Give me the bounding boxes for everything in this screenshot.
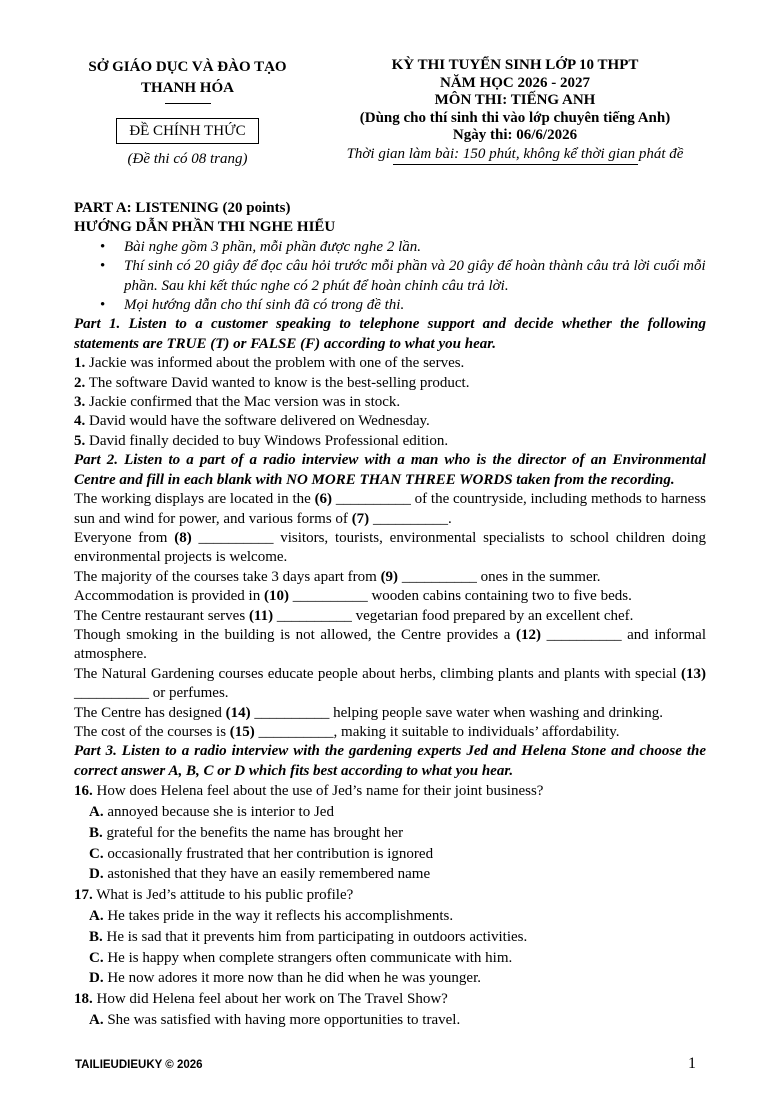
exam-title: KỲ THI TUYỂN SINH LỚP 10 THPT [391, 57, 639, 73]
answer-option: D. He now adores it more now than he did when he was younger. [89, 970, 482, 987]
answer-option: B. grateful for the benefits the name has brought her [89, 824, 404, 841]
answer-option: A. annoyed because she is interior to Jed [89, 803, 334, 820]
question: 16. How does Helena feel about the use of Jed’s name for their joint business? [74, 783, 544, 800]
school-year: NĂM HỌC 2026 - 2027 [440, 74, 590, 91]
answer-option: D. astonished that they have an easily remembered name [89, 866, 431, 883]
guide-item: • Thí sinh có 20 giây để đọc câu hỏi trước mỗi phần và 20 giây để hoàn thành câu trả lời cuối mỗi phần. Sau khi kết thúc nghe có 2 phút để hoàn chỉnh câu trả lời. [124, 257, 706, 296]
answer-option: A. She was satisfied with having more opportunities to travel. [89, 1011, 461, 1028]
page-count-note: (Đề thi có 08 trang) [127, 151, 248, 167]
answer-option: C. occasionally frustrated that her contribution is ignored [89, 845, 434, 862]
official-label: ĐỀ CHÍNH THỨC [116, 118, 258, 144]
list-item: 5. David finally decided to buy Windows Professional edition. [74, 432, 449, 449]
gap-fill-item: The Centre restaurant serves (11) __________ vegetarian food prepared by an excellent chef. [74, 607, 634, 624]
org-name-line2: THANH HÓA [141, 80, 234, 96]
duration-note: Thời gian làm bài: 150 phút, không kể thời gian phát đề [346, 145, 684, 162]
guide-item: • Bài nghe gồm 3 phần, mỗi phần được nghe 2 lần. [124, 238, 706, 257]
gap-fill-item: The majority of the courses take 3 days apart from (9) __________ ones in the summer. [74, 568, 601, 585]
audience-note: (Dùng cho thí sinh thi vào lớp chuyên tiếng Anh) [359, 109, 671, 126]
guide-item: • Mọi hướng dẫn cho thí sinh đã có trong đề thi. [124, 296, 706, 315]
list-item: 4. David would have the software delivered on Wednesday. [74, 413, 430, 430]
gap-fill-item: Everyone from (8) __________ visitors, tourists, environmental specialists to school children doing environmental projects is welcome. [74, 529, 707, 566]
header-right-rule [393, 164, 638, 165]
list-item: 3. Jackie confirmed that the Mac version was in stock. [74, 394, 401, 411]
part1-list [74, 354, 706, 451]
header-left [70, 57, 305, 168]
list-item: 2. The software David wanted to know is the best-selling product. [74, 374, 470, 391]
part3-instruction: Part 3. Listen to a radio interview with the gardening experts Jed and Helena Stone and choose the correct answer A, B, C or D which fits best according to what you hear. [74, 743, 706, 779]
answer-option: C. He is happy when complete strangers often communicate with him. [89, 949, 513, 966]
gap-fill-item: Accommodation is provided in (10) __________ wooden cabins containing two to five beds. [74, 588, 632, 605]
part3-questions [74, 781, 706, 1031]
header-right [315, 57, 715, 165]
question: 18. How did Helena feel about her work on The Travel Show? [74, 991, 448, 1008]
footer-brand: TAILIEUDIEUKY © 2026 [75, 1059, 203, 1071]
part-a-title: PART A: LISTENING (20 points) [74, 200, 291, 216]
header-left-rule [165, 103, 211, 104]
part2-list [74, 490, 706, 742]
gap-fill-item: The working displays are located in the (6) __________ of the countryside, including methods to harness sun and wind for power, and various forms of (7) __________. [74, 491, 706, 527]
part1-instruction: Part 1. Listen to a customer speaking to telephone support and decide whether the following statements are TRUE (T) or FALSE (F) according to what you hear. [74, 316, 706, 352]
answer-option: B. He is sad that it prevents him from participating in outdoors activities. [89, 928, 528, 945]
org-name-line1: SỞ GIÁO DỤC VÀ ĐÀO TẠO [88, 59, 287, 75]
page-number: 1 [688, 1055, 696, 1072]
exam-body [74, 199, 706, 1031]
gap-fill-item: The Natural Gardening courses educate people about herbs, climbing plants and plants with special (13) __________ or perfumes. [74, 665, 706, 702]
question: 17. What is Jed’s attitude to his public profile? [74, 887, 354, 904]
answer-option: A. He takes pride in the way it reflects his accomplishments. [89, 907, 454, 924]
gap-fill-item: Though smoking in the building is not allowed, the Centre provides a (12) __________ and informal atmosphere. [74, 626, 707, 663]
list-item: 1. Jackie was informed about the problem with one of the serves. [74, 355, 465, 372]
exam-date: Ngày thi: 06/6/2026 [452, 127, 578, 143]
part2-instruction: Part 2. Listen to a part of a radio interview with a man who is the director of an Environmental Centre and fill in each blank with NO MORE THAN THREE WORDS taken from the recording. [74, 452, 706, 488]
guide-list [74, 238, 706, 316]
gap-fill-item: The cost of the courses is (15) __________, making it suitable to individuals’ affordability. [74, 723, 620, 740]
gap-fill-item: The Centre has designed (14) __________ helping people save water when washing and drinking. [74, 704, 664, 721]
guide-title: HƯỚNG DẪN PHẦN THI NGHE HIỂU [74, 219, 336, 236]
subject: MÔN THI: TIẾNG ANH [434, 92, 596, 108]
